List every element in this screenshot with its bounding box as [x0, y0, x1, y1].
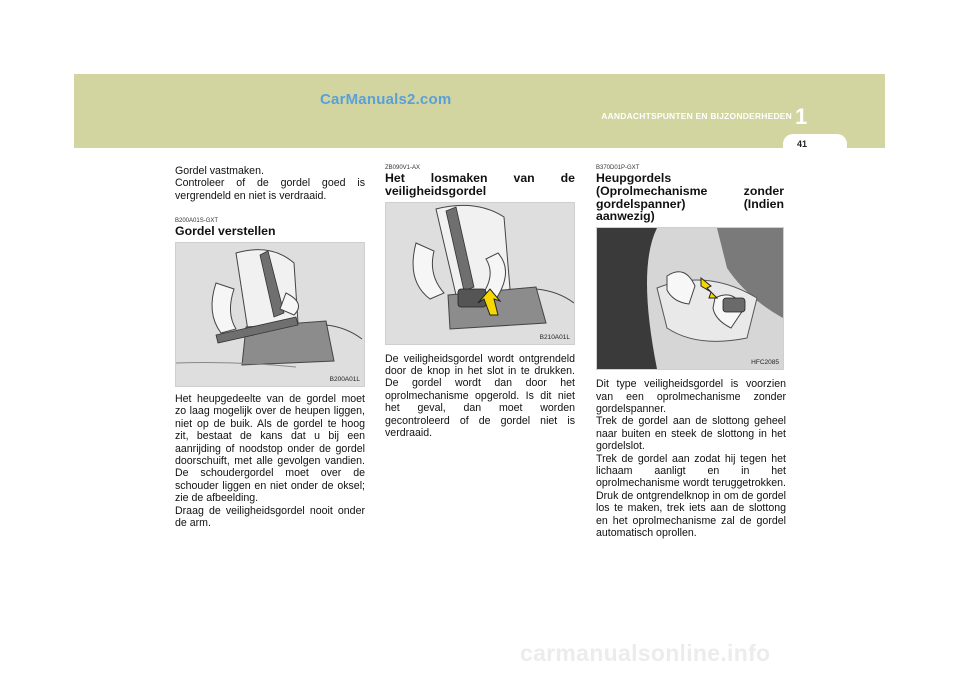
section-heading: Heupgordels (Oprolmechanisme zonder gordelspanner) (Indien aanwezig)	[596, 171, 784, 224]
belt-release-illustration	[386, 203, 574, 344]
figure-label: B200A01L	[329, 376, 360, 384]
intro-text: Gordel vastmaken. Controleer of de gordel goed is vergrendeld en niet is verdraaid.	[175, 165, 365, 202]
section-code: B370D01P-GXT	[596, 165, 640, 171]
body-text: Het heupgedeelte van de gordel moet zo laag mogelijk over de heupen liggen, niet op de buik. Als de gordel te hoog zit, bestaat de kans dat u bij een aanrijding of noodstop onder de gordel doorschuift, met alle gevolgen vandien. De schoudergordel moet over de schouder liggen en niet onder de oksel; zie de afbeelding. Draag de veiligheidsgordel nooit onder de arm.	[175, 393, 365, 530]
section-title: AANDACHTSPUNTEN EN BIJZONDERHEDEN	[601, 111, 792, 121]
section-heading: Gordel verstellen	[175, 224, 276, 239]
column-1	[175, 165, 365, 529]
lap-belt-illustration	[597, 228, 783, 369]
figure-label: B210A01L	[539, 333, 570, 341]
section-heading: Het losmaken van de veiligheidsgordel	[385, 171, 575, 198]
figure-adjust-belt	[175, 242, 365, 387]
section-code: B200A01S-GXT	[175, 218, 219, 225]
figure-label: HFC2085	[751, 359, 779, 367]
figure-lap-belt	[596, 227, 784, 370]
section-code: ZB090V1-AX	[385, 165, 421, 171]
column-2	[385, 165, 575, 439]
page-number-tab	[783, 134, 847, 154]
top-watermark: CarManuals2.com	[320, 91, 452, 108]
body-text: De veiligheidsgordel wordt ontgrendeld door de knop in het slot in te drukken. De gordel wordt dan door het oprolmechanisme opgerold. Is dit niet het geval, dan moet worden gecontroleerd of de gordel niet is verdraaid.	[385, 352, 575, 440]
bottom-watermark: carmanualsonline.info	[520, 640, 771, 666]
page-number: 41	[797, 139, 808, 149]
belt-adjust-illustration	[176, 243, 364, 386]
figure-release-belt	[385, 202, 575, 345]
section-number: 1	[795, 104, 808, 129]
body-text: Dit type veiligheidsgordel is voorzien van een oprolmechanisme zonder gordelspanner. Trek de gordel aan de slottong geheel naar buiten en steek de slottong in het gordelslot. Trek de gordel aan zodat hij tegen het lichaam aanligt en in het oprolmechanisme wordt teruggetrokken. Druk de ontgrendelknop in om de gordel los te maken, trek iets aan de slottong en het oprolmechanisme zal de gordel automatisch oprollen.	[596, 378, 786, 540]
column-3	[596, 165, 786, 539]
